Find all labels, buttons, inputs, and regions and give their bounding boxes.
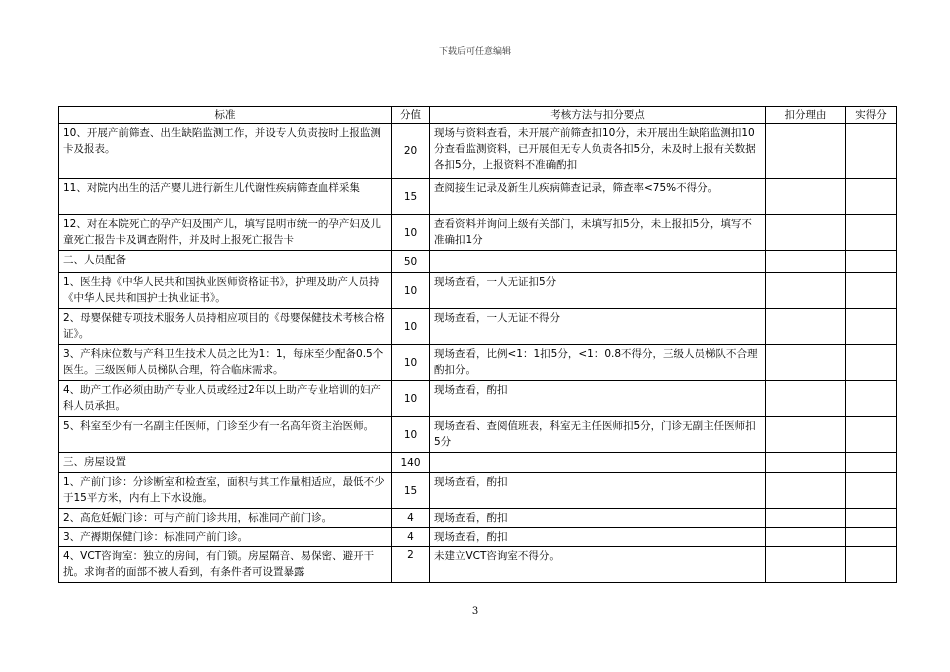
section-row bbox=[59, 453, 897, 473]
reason-cell bbox=[766, 345, 846, 381]
score-cell: 10 bbox=[392, 417, 430, 453]
score-cell: 50 bbox=[392, 251, 430, 273]
method-cell: 现场查看，酌扣 bbox=[430, 381, 766, 417]
method-cell: 现场与资料查看，未开展产前筛查扣10分，未开展出生缺陷监测扣10分查看监测资料，已开展但无专人负责各扣5分，未及时上报有关数据各扣5分，上报资料不准确酌扣 bbox=[430, 124, 766, 179]
assessment-table bbox=[58, 106, 897, 583]
table-row bbox=[59, 345, 897, 381]
method-cell bbox=[430, 453, 766, 473]
method-cell: 现场查看，一人无证不得分 bbox=[430, 309, 766, 345]
standard-cell: 11、对院内出生的活产婴儿进行新生儿代谢性疾病筛查血样采集 bbox=[59, 179, 392, 215]
header-standard: 标准 bbox=[59, 107, 392, 124]
actual-score-cell bbox=[846, 124, 897, 179]
standard-cell: 12、对在本院死亡的孕产妇及围产儿，填写昆明市统一的孕产妇及儿童死亡报告卡及调查附件，并及时上报死亡报告卡 bbox=[59, 215, 392, 251]
method-cell: 现场查看、查阅值班表，科室无主任医师扣5分，门诊无副主任医师扣5分 bbox=[430, 417, 766, 453]
score-cell: 4 bbox=[392, 509, 430, 528]
reason-cell bbox=[766, 453, 846, 473]
actual-score-cell bbox=[846, 528, 897, 547]
actual-score-cell bbox=[846, 345, 897, 381]
standard-cell: 4、VCT咨询室：独立的房间，有门锁。房屋隔音、易保密、避开干扰。求询者的面部不被人看到，有条件者可设置暴露 bbox=[59, 547, 392, 583]
section-title-cell: 三、房屋设置 bbox=[59, 453, 392, 473]
actual-score-cell bbox=[846, 215, 897, 251]
standard-cell: 10、开展产前筛查、出生缺陷监测工作，并设专人负责按时上报监测卡及报表。 bbox=[59, 124, 392, 179]
standard-cell: 4、助产工作必须由助产专业人员或经过2年以上助产专业培训的妇产科人员承担。 bbox=[59, 381, 392, 417]
table-row bbox=[59, 528, 897, 547]
method-cell: 现场查看，比例<1：1扣5分，<1：0.8不得分，三级人员梯队不合理酌扣分。 bbox=[430, 345, 766, 381]
method-cell: 现场查看，酌扣 bbox=[430, 509, 766, 528]
score-cell: 2 bbox=[392, 547, 430, 583]
reason-cell bbox=[766, 215, 846, 251]
section-title-cell: 二、人员配备 bbox=[59, 251, 392, 273]
table-row bbox=[59, 179, 897, 215]
method-cell: 现场查看，酌扣 bbox=[430, 473, 766, 509]
reason-cell bbox=[766, 309, 846, 345]
actual-score-cell bbox=[846, 453, 897, 473]
standard-cell: 1、产前门诊：分诊断室和检查室，面积与其工作量相适应，最低不少于15平方米，内有上下水设施。 bbox=[59, 473, 392, 509]
table-row bbox=[59, 417, 897, 453]
table-header-row bbox=[59, 107, 897, 124]
reason-cell bbox=[766, 473, 846, 509]
score-cell: 10 bbox=[392, 345, 430, 381]
reason-cell bbox=[766, 528, 846, 547]
score-cell: 10 bbox=[392, 215, 430, 251]
table-row bbox=[59, 215, 897, 251]
table-row bbox=[59, 473, 897, 509]
standard-cell: 2、母婴保健专项技术服务人员持相应项目的《母婴保健技术考核合格证》。 bbox=[59, 309, 392, 345]
table-row bbox=[59, 381, 897, 417]
score-cell: 20 bbox=[392, 124, 430, 179]
standard-cell: 5、科室至少有一名副主任医师，门诊至少有一名高年资主治医师。 bbox=[59, 417, 392, 453]
reason-cell bbox=[766, 124, 846, 179]
header-actual: 实得分 bbox=[846, 107, 897, 124]
page-number: 3 bbox=[471, 606, 479, 617]
standard-cell: 3、产褥期保健门诊：标准同产前门诊。 bbox=[59, 528, 392, 547]
method-cell: 现场查看，酌扣 bbox=[430, 528, 766, 547]
header-method: 考核方法与扣分要点 bbox=[430, 107, 766, 124]
reason-cell bbox=[766, 547, 846, 583]
table-row bbox=[59, 547, 897, 583]
actual-score-cell bbox=[846, 179, 897, 215]
actual-score-cell bbox=[846, 251, 897, 273]
method-cell: 查阅接生记录及新生儿疾病筛查记录，筛查率<75%不得分。 bbox=[430, 179, 766, 215]
method-cell: 未建立VCT咨询室不得分。 bbox=[430, 547, 766, 583]
score-cell: 140 bbox=[392, 453, 430, 473]
actual-score-cell bbox=[846, 473, 897, 509]
standard-cell: 3、产科床位数与产科卫生技术人员之比为1：1，每床至少配备0.5个医生。三级医师人员梯队合理，符合临床需求。 bbox=[59, 345, 392, 381]
method-cell: 查看资料并询问上级有关部门，未填写扣5分，未上报扣5分，填写不准确扣1分 bbox=[430, 215, 766, 251]
score-cell: 10 bbox=[392, 381, 430, 417]
reason-cell bbox=[766, 273, 846, 309]
section-row bbox=[59, 251, 897, 273]
score-cell: 10 bbox=[392, 309, 430, 345]
method-cell: 现场查看，一人无证扣5分 bbox=[430, 273, 766, 309]
standard-cell: 2、高危妊娠门诊：可与产前门诊共用，标准同产前门诊。 bbox=[59, 509, 392, 528]
table-row bbox=[59, 273, 897, 309]
header-note: 下载后可任意编辑 bbox=[438, 47, 511, 57]
reason-cell bbox=[766, 417, 846, 453]
actual-score-cell bbox=[846, 547, 897, 583]
score-cell: 10 bbox=[392, 273, 430, 309]
reason-cell bbox=[766, 251, 846, 273]
actual-score-cell bbox=[846, 309, 897, 345]
method-cell bbox=[430, 251, 766, 273]
actual-score-cell bbox=[846, 417, 897, 453]
table-row bbox=[59, 509, 897, 528]
header-reason: 扣分理由 bbox=[766, 107, 846, 124]
header-score: 分值 bbox=[392, 107, 430, 124]
score-cell: 4 bbox=[392, 528, 430, 547]
score-cell: 15 bbox=[392, 179, 430, 215]
table-row bbox=[59, 124, 897, 179]
actual-score-cell bbox=[846, 381, 897, 417]
reason-cell bbox=[766, 509, 846, 528]
reason-cell bbox=[766, 381, 846, 417]
actual-score-cell bbox=[846, 509, 897, 528]
score-cell: 15 bbox=[392, 473, 430, 509]
reason-cell bbox=[766, 179, 846, 215]
table-row bbox=[59, 309, 897, 345]
actual-score-cell bbox=[846, 273, 897, 309]
standard-cell: 1、医生持《中华人民共和国执业医师资格证书》，护理及助产人员持《中华人民共和国护士执业证书》。 bbox=[59, 273, 392, 309]
